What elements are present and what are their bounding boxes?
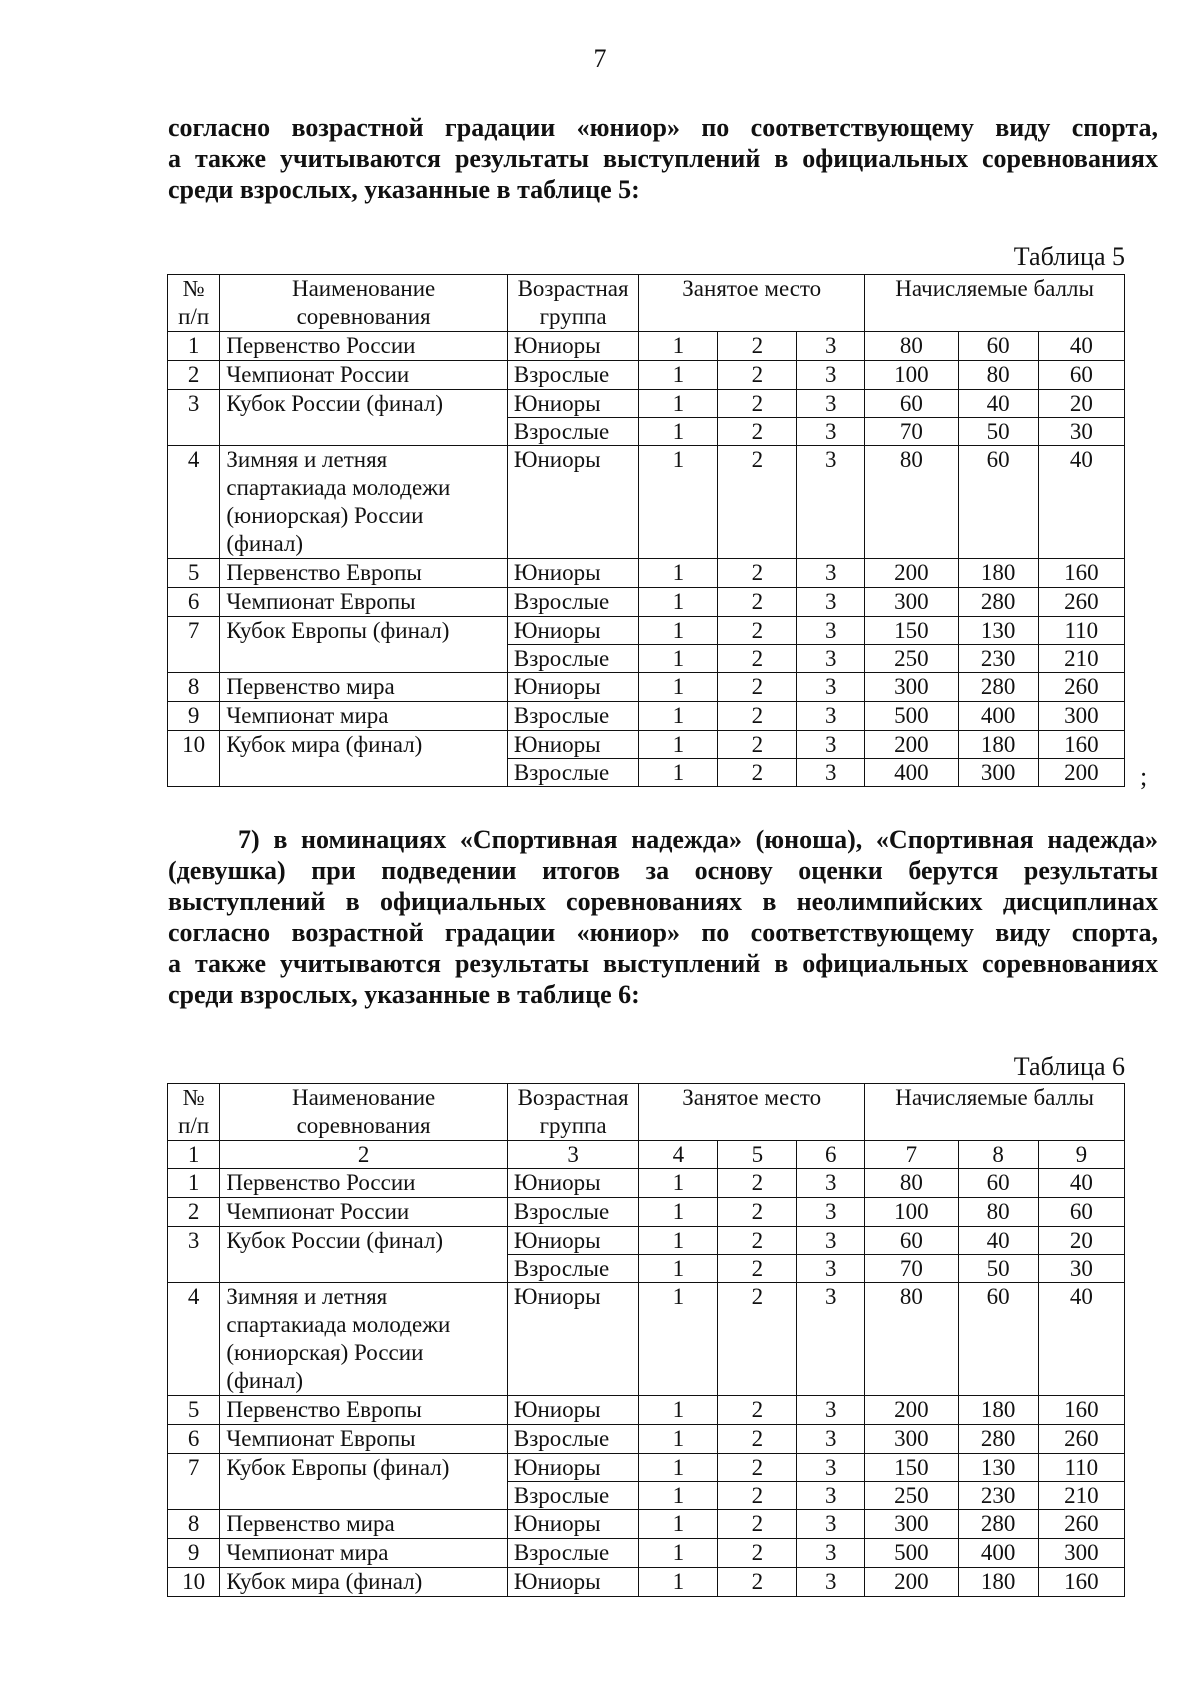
cell-place: 3 (797, 1396, 865, 1425)
cell-group: Юниоры (507, 332, 638, 361)
cell-num: 9 (168, 1539, 220, 1568)
cell-place: 3 (797, 588, 865, 617)
cell-name: Кубок России (финал) (220, 390, 508, 446)
paragraph-item-7 (168, 824, 1158, 1010)
cell-num: 5 (168, 559, 220, 588)
cell-num: 2 (168, 361, 220, 390)
cell-points: 500 (865, 702, 958, 731)
cell-place: 1 (639, 617, 718, 645)
cell-name: Первенство России (220, 1169, 508, 1198)
column-number: 2 (220, 1141, 508, 1169)
table-row (168, 390, 1125, 418)
paragraph-line: среди взрослых, указанные в таблице 6: (168, 980, 640, 1009)
cell-name: Зимняя и летняя спартакиада молодежи (юниорская) России (финал) (220, 1283, 508, 1396)
cell-place: 1 (639, 702, 718, 731)
cell-points: 60 (1038, 1198, 1124, 1227)
cell-group: Взрослые (507, 588, 638, 617)
cell-points: 300 (865, 673, 958, 702)
cell-points: 200 (865, 731, 958, 759)
cell-name: Чемпионат мира (220, 1539, 508, 1568)
header-group: Возрастная группа (507, 1084, 638, 1141)
cell-num: 6 (168, 1425, 220, 1454)
paragraph-line: 7) в номинациях «Спортивная надежда» (юноша), «Спортивная надежда» (238, 825, 1158, 854)
cell-points: 30 (1038, 1255, 1124, 1283)
cell-num: 7 (168, 1454, 220, 1510)
cell-place: 1 (639, 1283, 718, 1396)
cell-points: 160 (1038, 731, 1124, 759)
cell-name: Кубок Европы (финал) (220, 1454, 508, 1510)
paragraph-line: согласно возрастной градации «юниор» по соответствующему виду спорта, (168, 918, 1158, 947)
cell-points: 110 (1038, 1454, 1124, 1482)
cell-num: 9 (168, 702, 220, 731)
cell-group: Взрослые (507, 645, 638, 673)
cell-place: 1 (639, 390, 718, 418)
cell-points: 180 (958, 731, 1038, 759)
cell-group: Юниоры (507, 446, 638, 559)
cell-place: 2 (718, 1568, 797, 1597)
cell-points: 40 (1038, 1283, 1124, 1396)
paragraph-line: (девушка) при подведении итогов за основу оценки берутся результаты (168, 856, 1158, 885)
cell-group: Взрослые (507, 1425, 638, 1454)
cell-points: 260 (1038, 588, 1124, 617)
cell-name: Чемпионат мира (220, 702, 508, 731)
cell-points: 80 (958, 1198, 1038, 1227)
cell-name: Первенство России (220, 332, 508, 361)
cell-name: Первенство мира (220, 1510, 508, 1539)
cell-points: 30 (1038, 418, 1124, 446)
paragraph-line: выступлений в официальных соревнованиях в неолимпийских дисциплинах (168, 887, 1158, 916)
cell-name: Чемпионат Европы (220, 588, 508, 617)
cell-group: Взрослые (507, 702, 638, 731)
cell-points: 180 (958, 1568, 1038, 1597)
cell-num: 7 (168, 617, 220, 673)
cell-points: 130 (958, 1454, 1038, 1482)
cell-place: 2 (718, 731, 797, 759)
cell-place: 1 (639, 332, 718, 361)
cell-group: Юниоры (507, 390, 638, 418)
table-row (168, 1568, 1125, 1597)
cell-place: 3 (797, 1198, 865, 1227)
cell-points: 230 (958, 1482, 1038, 1510)
cell-place: 3 (797, 1568, 865, 1597)
cell-num: 2 (168, 1198, 220, 1227)
cell-group: Взрослые (507, 1482, 638, 1510)
cell-points: 60 (1038, 361, 1124, 390)
cell-place: 1 (639, 1510, 718, 1539)
column-number: 9 (1038, 1141, 1124, 1169)
paragraph-line: а также учитываются результаты выступлений в официальных соревнованиях (168, 144, 1158, 173)
cell-place: 2 (718, 1539, 797, 1568)
header-points: Начисляемые баллы (865, 275, 1125, 332)
cell-place: 3 (797, 1255, 865, 1283)
table-row (168, 673, 1125, 702)
cell-points: 250 (865, 1482, 958, 1510)
header-place: Занятое место (639, 1084, 865, 1141)
cell-points: 160 (1038, 1568, 1124, 1597)
cell-place: 3 (797, 1227, 865, 1255)
cell-group: Юниоры (507, 617, 638, 645)
cell-points: 20 (1038, 390, 1124, 418)
table-header-row (168, 1084, 1125, 1141)
cell-place: 2 (718, 1169, 797, 1198)
table-row (168, 446, 1125, 559)
cell-points: 500 (865, 1539, 958, 1568)
cell-group: Юниоры (507, 731, 638, 759)
paragraph-line: среди взрослых, указанные в таблице 5: (168, 175, 640, 204)
cell-place: 3 (797, 390, 865, 418)
cell-points: 100 (865, 1198, 958, 1227)
cell-place: 2 (718, 673, 797, 702)
column-numbers-row (168, 1141, 1125, 1169)
cell-points: 80 (865, 1169, 958, 1198)
table-row (168, 332, 1125, 361)
table-row (168, 1425, 1125, 1454)
cell-points: 110 (1038, 617, 1124, 645)
cell-place: 3 (797, 559, 865, 588)
cell-place: 3 (797, 1482, 865, 1510)
cell-place: 1 (639, 759, 718, 787)
table-row (168, 731, 1125, 759)
cell-place: 1 (639, 1568, 718, 1597)
column-number: 5 (718, 1141, 797, 1169)
cell-place: 1 (639, 1539, 718, 1568)
table-row (168, 702, 1125, 731)
cell-num: 8 (168, 673, 220, 702)
cell-num: 5 (168, 1396, 220, 1425)
cell-points: 280 (958, 1510, 1038, 1539)
cell-group: Юниоры (507, 1568, 638, 1597)
table-row (168, 1396, 1125, 1425)
table-row (168, 1198, 1125, 1227)
header-place: Занятое место (639, 275, 865, 332)
cell-group: Юниоры (507, 1396, 638, 1425)
cell-points: 40 (958, 390, 1038, 418)
cell-place: 2 (718, 390, 797, 418)
cell-place: 3 (797, 759, 865, 787)
cell-points: 200 (865, 559, 958, 588)
paragraph-line: а также учитываются результаты выступлений в официальных соревнованиях (168, 949, 1158, 978)
cell-points: 40 (1038, 446, 1124, 559)
cell-points: 260 (1038, 1425, 1124, 1454)
cell-points: 250 (865, 645, 958, 673)
cell-place: 1 (639, 559, 718, 588)
cell-group: Юниоры (507, 1169, 638, 1198)
table-row (168, 361, 1125, 390)
cell-points: 210 (1038, 645, 1124, 673)
cell-place: 3 (797, 361, 865, 390)
cell-points: 180 (958, 1396, 1038, 1425)
cell-place: 3 (797, 731, 865, 759)
cell-points: 280 (958, 1425, 1038, 1454)
cell-group: Юниоры (507, 559, 638, 588)
cell-place: 3 (797, 617, 865, 645)
cell-points: 200 (865, 1396, 958, 1425)
cell-points: 80 (865, 446, 958, 559)
paragraph-line: согласно возрастной градации «юниор» по соответствующему виду спорта, (168, 113, 1158, 142)
cell-place: 2 (718, 645, 797, 673)
cell-points: 230 (958, 645, 1038, 673)
cell-points: 200 (865, 1568, 958, 1597)
table-header-row (168, 275, 1125, 332)
cell-name: Первенство мира (220, 673, 508, 702)
cell-points: 80 (958, 361, 1038, 390)
table-row (168, 1283, 1125, 1396)
column-number: 6 (797, 1141, 865, 1169)
cell-name: Первенство Европы (220, 559, 508, 588)
cell-place: 2 (718, 1198, 797, 1227)
cell-num: 6 (168, 588, 220, 617)
cell-group: Юниоры (507, 1227, 638, 1255)
column-number: 3 (507, 1141, 638, 1169)
cell-place: 2 (718, 1482, 797, 1510)
cell-group: Взрослые (507, 1255, 638, 1283)
table6-body (168, 1169, 1125, 1597)
cell-points: 40 (958, 1227, 1038, 1255)
cell-points: 300 (1038, 1539, 1124, 1568)
table-5 (167, 274, 1125, 787)
cell-place: 1 (639, 1169, 718, 1198)
cell-place: 1 (639, 673, 718, 702)
cell-points: 60 (865, 390, 958, 418)
cell-group: Юниоры (507, 1454, 638, 1482)
cell-name: Чемпионат Европы (220, 1425, 508, 1454)
cell-place: 2 (718, 702, 797, 731)
cell-name: Кубок мира (финал) (220, 731, 508, 787)
cell-place: 1 (639, 361, 718, 390)
cell-points: 400 (958, 1539, 1038, 1568)
header-num: № п/п (168, 1084, 220, 1141)
cell-group: Юниоры (507, 1283, 638, 1396)
cell-place: 1 (639, 1227, 718, 1255)
cell-place: 2 (718, 588, 797, 617)
header-points: Начисляемые баллы (865, 1084, 1125, 1141)
table-6 (167, 1083, 1125, 1597)
cell-points: 400 (958, 702, 1038, 731)
column-number: 4 (639, 1141, 718, 1169)
table-row (168, 1539, 1125, 1568)
cell-group: Взрослые (507, 1198, 638, 1227)
cell-points: 260 (1038, 673, 1124, 702)
table-row (168, 588, 1125, 617)
cell-points: 60 (958, 332, 1038, 361)
cell-num: 3 (168, 1227, 220, 1283)
cell-place: 2 (718, 1283, 797, 1396)
cell-points: 40 (1038, 332, 1124, 361)
table-row (168, 1510, 1125, 1539)
cell-group: Юниоры (507, 673, 638, 702)
cell-points: 300 (1038, 702, 1124, 731)
cell-place: 1 (639, 1396, 718, 1425)
cell-place: 1 (639, 1255, 718, 1283)
page-number: 7 (593, 44, 607, 73)
cell-place: 2 (718, 1454, 797, 1482)
cell-points: 80 (865, 332, 958, 361)
cell-points: 20 (1038, 1227, 1124, 1255)
cell-points: 280 (958, 588, 1038, 617)
cell-num: 10 (168, 1568, 220, 1597)
table6-caption: Таблица 6 (1013, 1052, 1125, 1081)
cell-num: 4 (168, 446, 220, 559)
cell-place: 2 (718, 1425, 797, 1454)
cell-place: 3 (797, 446, 865, 559)
cell-place: 3 (797, 1510, 865, 1539)
table5-body (168, 332, 1125, 787)
cell-points: 150 (865, 1454, 958, 1482)
cell-place: 1 (639, 1454, 718, 1482)
cell-place: 1 (639, 1482, 718, 1510)
cell-place: 1 (639, 1425, 718, 1454)
cell-points: 150 (865, 617, 958, 645)
cell-place: 2 (718, 361, 797, 390)
cell-name: Первенство Европы (220, 1396, 508, 1425)
cell-points: 60 (958, 1169, 1038, 1198)
cell-points: 160 (1038, 559, 1124, 588)
cell-place: 3 (797, 673, 865, 702)
cell-place: 3 (797, 1539, 865, 1568)
cell-points: 50 (958, 418, 1038, 446)
cell-place: 2 (718, 1227, 797, 1255)
cell-place: 1 (639, 446, 718, 559)
cell-points: 100 (865, 361, 958, 390)
table5-caption: Таблица 5 (1013, 242, 1125, 271)
cell-name: Чемпионат России (220, 361, 508, 390)
cell-place: 2 (718, 1255, 797, 1283)
table-row (168, 559, 1125, 588)
cell-points: 80 (865, 1283, 958, 1396)
cell-points: 210 (1038, 1482, 1124, 1510)
table-row (168, 1454, 1125, 1482)
cell-points: 70 (865, 1255, 958, 1283)
cell-group: Взрослые (507, 418, 638, 446)
cell-num: 10 (168, 731, 220, 787)
cell-place: 2 (718, 617, 797, 645)
cell-points: 180 (958, 559, 1038, 588)
table-row (168, 617, 1125, 645)
cell-num: 4 (168, 1283, 220, 1396)
cell-points: 40 (1038, 1169, 1124, 1198)
cell-points: 300 (865, 1510, 958, 1539)
cell-points: 260 (1038, 1510, 1124, 1539)
cell-group: Взрослые (507, 1539, 638, 1568)
cell-name: Кубок России (финал) (220, 1227, 508, 1283)
cell-place: 3 (797, 332, 865, 361)
cell-group: Взрослые (507, 759, 638, 787)
cell-points: 200 (1038, 759, 1124, 787)
cell-place: 3 (797, 1283, 865, 1396)
cell-place: 3 (797, 1169, 865, 1198)
cell-place: 2 (718, 332, 797, 361)
trailing-semicolon: ; (1140, 762, 1148, 791)
cell-name: Кубок мира (финал) (220, 1568, 508, 1597)
header-name: Наименование соревнования (220, 1084, 508, 1141)
cell-points: 300 (865, 588, 958, 617)
cell-place: 3 (797, 702, 865, 731)
cell-place: 1 (639, 588, 718, 617)
cell-place: 2 (718, 1396, 797, 1425)
cell-group: Юниоры (507, 1510, 638, 1539)
header-name: Наименование соревнования (220, 275, 508, 332)
cell-place: 2 (718, 418, 797, 446)
header-group: Возрастная группа (507, 275, 638, 332)
cell-points: 70 (865, 418, 958, 446)
cell-place: 1 (639, 418, 718, 446)
header-num: № п/п (168, 275, 220, 332)
cell-points: 160 (1038, 1396, 1124, 1425)
cell-points: 280 (958, 673, 1038, 702)
cell-place: 3 (797, 418, 865, 446)
cell-num: 8 (168, 1510, 220, 1539)
cell-place: 1 (639, 645, 718, 673)
cell-num: 1 (168, 332, 220, 361)
cell-place: 3 (797, 1454, 865, 1482)
cell-points: 50 (958, 1255, 1038, 1283)
cell-place: 2 (718, 759, 797, 787)
cell-num: 1 (168, 1169, 220, 1198)
cell-place: 3 (797, 1425, 865, 1454)
cell-num: 3 (168, 390, 220, 446)
cell-place: 1 (639, 1198, 718, 1227)
cell-points: 60 (958, 446, 1038, 559)
cell-points: 300 (865, 1425, 958, 1454)
cell-points: 60 (958, 1283, 1038, 1396)
column-number: 1 (168, 1141, 220, 1169)
cell-name: Кубок Европы (финал) (220, 617, 508, 673)
table-row (168, 1227, 1125, 1255)
cell-group: Взрослые (507, 361, 638, 390)
cell-points: 400 (865, 759, 958, 787)
cell-place: 2 (718, 446, 797, 559)
cell-name: Чемпионат России (220, 1198, 508, 1227)
cell-name: Зимняя и летняя спартакиада молодежи (юниорская) России (финал) (220, 446, 508, 559)
cell-points: 300 (958, 759, 1038, 787)
table-row (168, 1169, 1125, 1198)
cell-place: 2 (718, 559, 797, 588)
cell-place: 3 (797, 645, 865, 673)
cell-place: 2 (718, 1510, 797, 1539)
column-number: 7 (865, 1141, 958, 1169)
column-number: 8 (958, 1141, 1038, 1169)
cell-place: 1 (639, 731, 718, 759)
cell-points: 60 (865, 1227, 958, 1255)
cell-points: 130 (958, 617, 1038, 645)
paragraph-intro (168, 112, 1158, 205)
